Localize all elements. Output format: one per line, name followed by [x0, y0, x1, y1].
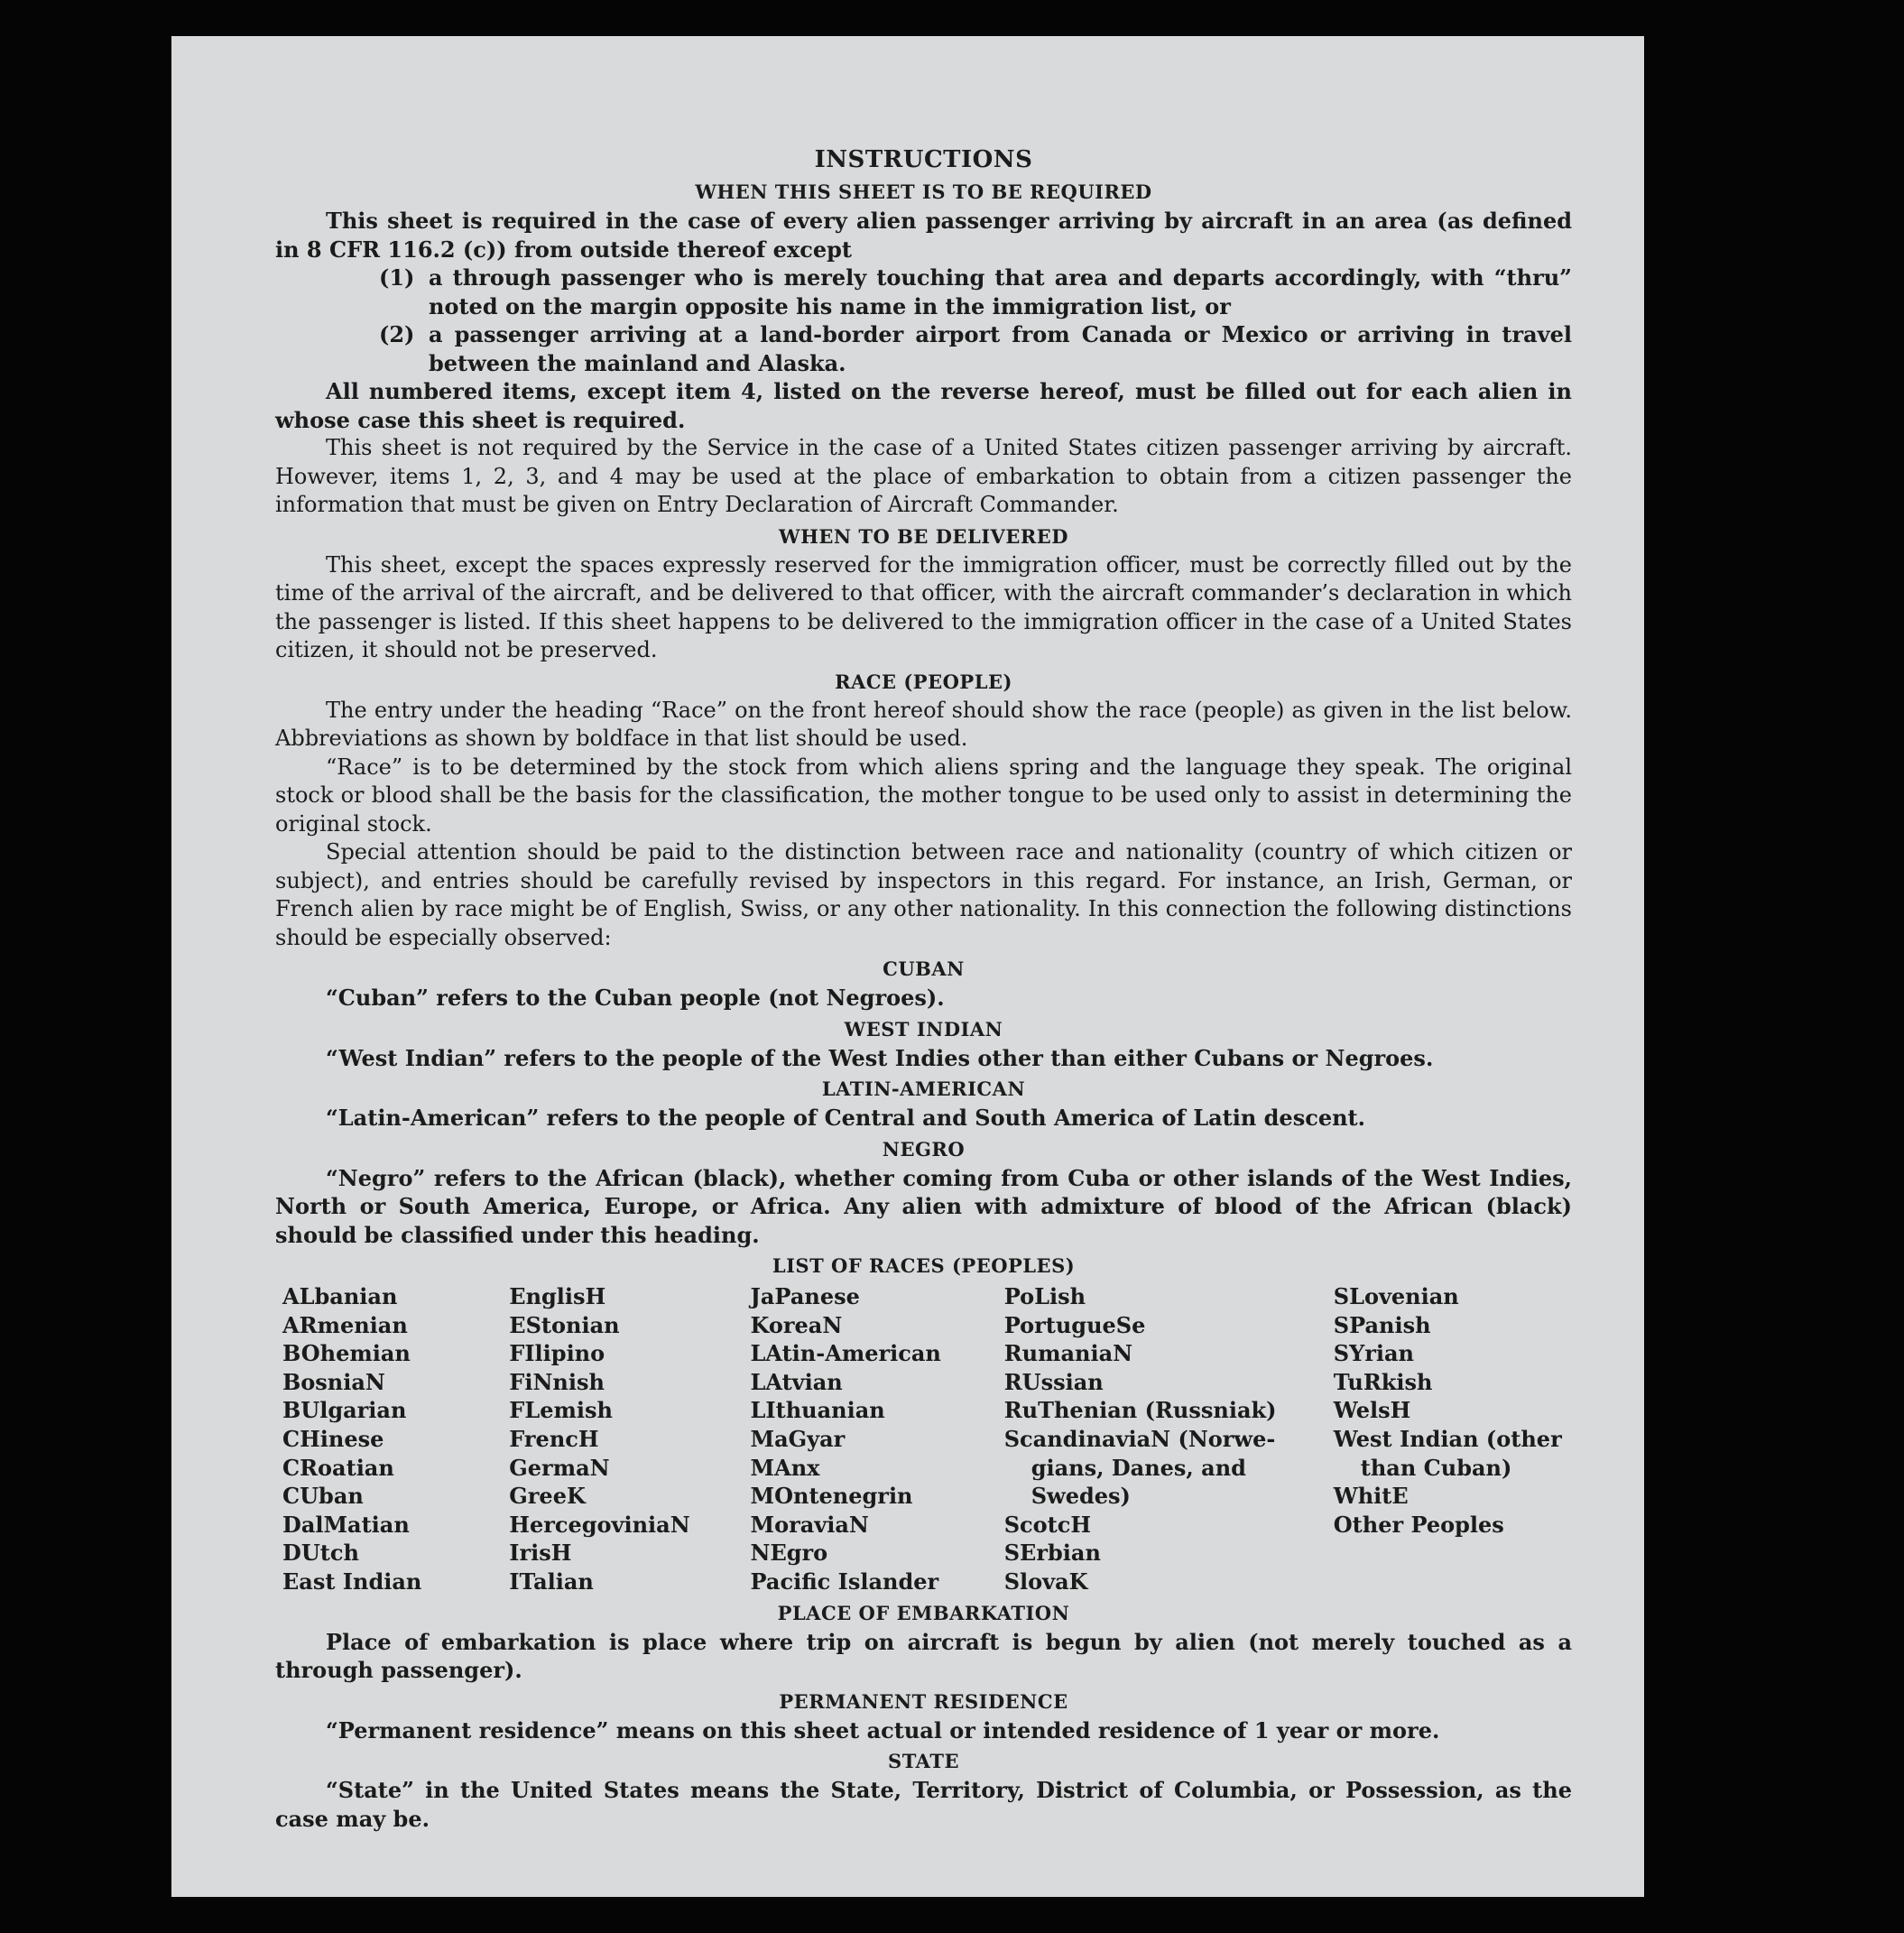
race-entry: BUlgarian [282, 1397, 407, 1424]
race-entry: TuRkish [1333, 1368, 1433, 1395]
heading-when-required: WHEN THIS SHEET IS TO BE REQUIRED [695, 180, 1152, 203]
exception-item [379, 264, 1572, 320]
race-entry: Pacific Islander [750, 1568, 939, 1595]
item-text: a through passenger who is merely touching that area and departs accordingly, with “thru” noted on the margin opposite his name in the immigration list, or [429, 264, 1572, 319]
race-entry: RUssian [1003, 1368, 1104, 1395]
race-entry-continuation: Swedes) [1031, 1483, 1131, 1510]
race-entry: FrencH [509, 1425, 599, 1452]
heading-negro: NEGRO [882, 1137, 966, 1161]
race-entry: CUban [282, 1483, 364, 1510]
race-entry: DalMatian [282, 1511, 410, 1538]
races-column-4 [1004, 1282, 1308, 1596]
west-indian-text: “West Indian” refers to the people of the West Indies other than either Cubans or Negroes. [326, 1044, 1434, 1071]
race-entry: Other Peoples [1333, 1511, 1504, 1538]
race-paragraph-3: Special attention should be paid to the distinction between race and nationality (country of which citizen or subject), and entries should be carefully revised by inspectors in this regard. For instance, an Irish, German, or French alien by race might be of English, Swiss, or any other nationality. In this connection the following distinctions should be especially observed: [275, 839, 1572, 950]
race-entry: LAtin-American [750, 1340, 941, 1367]
race-entry: MAnx [750, 1454, 820, 1481]
race-entry: EStonian [509, 1311, 620, 1338]
heading-state: STATE [888, 1750, 959, 1773]
document-sheet [171, 36, 1644, 1897]
race-entry: GreeK [509, 1483, 586, 1510]
races-column-3 [751, 1282, 1004, 1596]
race-entry: FiNnish [509, 1368, 605, 1395]
race-entry: RumaniaN [1003, 1340, 1133, 1367]
cuban-text: “Cuban” refers to the Cuban people (not Negroes). [326, 985, 945, 1011]
heading-cuban: CUBAN [883, 957, 965, 980]
race-entry: MoraviaN [750, 1511, 869, 1538]
race-entry: East Indian [282, 1568, 422, 1595]
race-entry: NEgro [750, 1540, 828, 1567]
race-entry: MaGyar [750, 1425, 846, 1452]
race-entry: BosniaN [282, 1368, 385, 1395]
race-paragraph-2: “Race” is to be determined by the stock from which aliens spring and the language they speak. The original stock or blood shall be the basis for the classification, the mother tongue to be used only to assist in determining the original stock. [275, 754, 1572, 837]
race-entry: KoreaN [750, 1311, 843, 1338]
citizen-paragraph: This sheet is not required by the Service in the case of a United States citizen passenger arriving by aircraft. However, items 1, 2, 3, and 4 may be used at the place of embarkation to obtain from a citizen passenger the information that must be given on Entry Declaration of Aircraft Commander. [275, 435, 1572, 517]
exception-item [379, 320, 1572, 377]
heading-list-of-races: LIST OF RACES (PEOPLES) [772, 1254, 1076, 1277]
race-entry: FIlipino [509, 1340, 605, 1367]
residence-text: “Permanent residence” means on this sheet actual or intended residence of 1 year or more. [326, 1716, 1440, 1743]
race-entry: CHinese [282, 1425, 384, 1452]
race-entry: FLemish [509, 1397, 613, 1424]
races-column-1 [282, 1282, 509, 1596]
heading-latin-american: LATIN-AMERICAN [821, 1077, 1026, 1100]
race-entry: SPanish [1333, 1311, 1431, 1338]
heading-race: RACE (PEOPLE) [835, 670, 1012, 693]
races-column-5 [1334, 1282, 1572, 1596]
numbered-items-paragraph: All numbered items, except item 4, listed on the reverse hereof, must be filled out for each alien in whose case this sheet is required. [275, 378, 1572, 433]
race-entry-continuation: than Cuban) [1360, 1454, 1512, 1481]
race-entry: ScotcH [1003, 1511, 1092, 1538]
page-title: INSTRUCTIONS [814, 146, 1033, 173]
race-entry: LIthuanian [750, 1397, 885, 1424]
race-entry: JaPanese [750, 1283, 860, 1309]
when-required-intro: This sheet is required in the case of every alien passenger arriving by aircraft in an area (as defined in 8 CFR 116.2 (c)) from outside thereof except [275, 208, 1572, 263]
negro-text: “Negro” refers to the African (black), whether coming from Cuba or other islands of the West Indies, North or South America, Europe, or Africa. Any alien with admixture of blood of the African (black) should be classified under this heading. [275, 1164, 1572, 1248]
race-entry: LAtvian [750, 1368, 843, 1395]
heading-permanent-residence: PERMANENT RESIDENCE [779, 1689, 1068, 1713]
race-entry: WelsH [1333, 1397, 1411, 1424]
item-number: (1) [379, 264, 415, 291]
heading-embarkation: PLACE OF EMBARKATION [777, 1601, 1070, 1624]
race-entry-continuation: gians, Danes, and [1031, 1454, 1246, 1481]
races-list [282, 1282, 1572, 1596]
race-entry: SlovaK [1003, 1568, 1088, 1595]
latin-american-text: “Latin-American” refers to the people of Central and South America of Latin descent. [326, 1105, 1365, 1131]
race-entry: ARmenian [282, 1311, 408, 1338]
race-entry: SYrian [1333, 1340, 1414, 1367]
race-entry: PoLish [1003, 1283, 1086, 1309]
race-entry: GermaN [509, 1454, 610, 1481]
state-text: “State” in the United States means the State, Territory, District of Columbia, or Possession, as the case may be. [275, 1777, 1572, 1832]
race-entry: RuThenian (Russniak) [1003, 1397, 1277, 1424]
race-entry: IrisH [509, 1540, 572, 1567]
race-entry: HercegoviniaN [509, 1511, 690, 1538]
when-delivered-text: This sheet, except the spaces expressly reserved for the immigration officer, must be correctly filled out by the time of the arrival of the aircraft, and be delivered to that officer, with the aircraft commander’s declaration in which the passenger is listed. If this sheet happens to be delivered to the immigration officer in the case of a United States citizen, it should not be preserved. [275, 551, 1572, 662]
heading-west-indian: WEST INDIAN [844, 1017, 1003, 1040]
heading-when-delivered: WHEN TO BE DELIVERED [778, 524, 1068, 548]
race-entry: ScandinaviaN (Norwe- [1003, 1425, 1276, 1452]
item-text: a passenger arriving at a land-border airport from Canada or Mexico or arriving in travel between the mainland and Alaska. [429, 321, 1572, 376]
race-entry: WhitE [1333, 1483, 1409, 1510]
embarkation-text: Place of embarkation is place where trip on aircraft is begun by alien (not merely touched as a through passenger). [275, 1628, 1572, 1684]
race-entry: West Indian (other [1333, 1425, 1562, 1452]
race-entry: SLovenian [1333, 1283, 1459, 1309]
race-entry: ITalian [509, 1568, 594, 1595]
race-entry: ALbanian [282, 1283, 398, 1309]
race-entry: PortugueSe [1003, 1311, 1146, 1338]
races-column-2 [509, 1282, 750, 1596]
race-entry: SErbian [1003, 1540, 1101, 1567]
race-entry: BOhemian [282, 1340, 411, 1367]
race-entry: MOntenegrin [750, 1483, 913, 1510]
item-number: (2) [379, 321, 415, 347]
race-entry: CRoatian [282, 1454, 394, 1481]
race-paragraph-1: The entry under the heading “Race” on the front hereof should show the race (people) as given in the list below. Abbreviations as shown by boldface in that list should be used. [275, 697, 1572, 751]
race-entry: DUtch [282, 1540, 359, 1567]
race-entry: EnglisH [509, 1283, 606, 1309]
